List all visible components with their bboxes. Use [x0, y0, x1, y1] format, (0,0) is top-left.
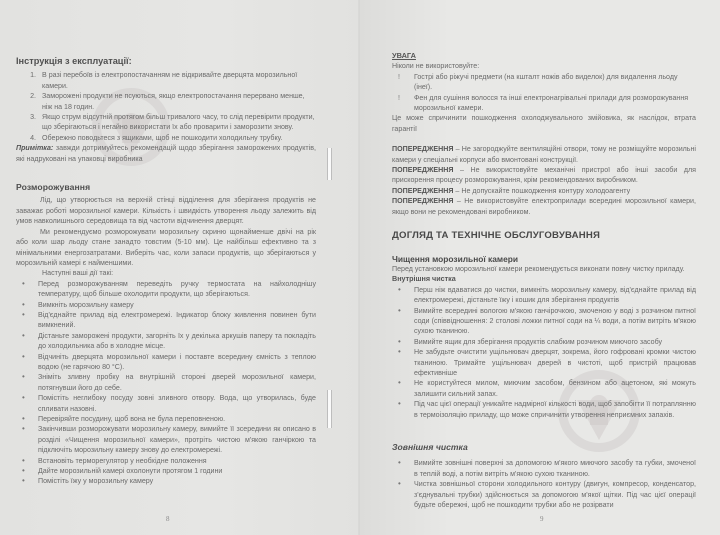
caution-title: УВАГА [392, 51, 416, 60]
warning-label: ПОПЕРЕДЖЕННЯ [392, 197, 454, 206]
list-item: • Від'єднайте прилад від електромережі. Індикатор блоку живлення повинен бути вимкнений. [38, 310, 316, 331]
list-item: • Зніміть зливну пробку на внутрішній стороні дверей морозильної камери, потягнувши його до себе. [38, 372, 316, 393]
list-item: • Перед розморожуванням переведіть ручку термостата на найхолоднішу температуру, щоб більше охолодити продукти, що зберігаються. [38, 279, 316, 300]
page-number: 8 [166, 515, 170, 523]
internal-cleaning-list [392, 285, 696, 420]
warning-text: – Не використовуйте електроприлади всередині морозильної камери, якщо вони не рекомендовані виробником. [392, 197, 696, 216]
list-item: • Дайте морозильній камері охолонути протягом 1 години [38, 466, 316, 476]
list-item: • Під час цієї операції уникайте надмірної кількості води, щоб запобігти її потраплянню в термоізоляцію приладу, що може спричинити утворення неприємних запахів. [414, 399, 696, 420]
note-label: Примітка: [16, 144, 54, 153]
list-item: • Вимийте ящик для зберігання продуктів слабким розчином миючого засобу [414, 337, 696, 347]
caution-consequence: Це може спричинити пошкодження охолоджувального змійовика, як наслідок, втрата гарантії [392, 114, 696, 133]
note [16, 143, 316, 164]
list-item: • Дістаньте заморожені продукти, загорніть їх у декілька аркушів паперу та покладіть до холодильника або в холодне місце. [38, 331, 316, 352]
list-item: ! Фен для сушіння волосся та інші електронагрівальні прилади для розморожування морозильної камери. [414, 93, 696, 114]
cleaning-intro: Перед установкою морозильної камери рекомендується виконати повну чистку приладу. [392, 264, 685, 273]
caution-intro: Ніколи не використовуйте: [392, 62, 480, 71]
defrosting-steps-list [16, 279, 316, 487]
warning-paragraph [392, 165, 696, 186]
defrosting-title: Розморожування [16, 182, 91, 193]
list-item: ! Гострі або ріжучі предмети (на кшталт ножів або виделок) для видалення льоду (інеї). [414, 72, 696, 93]
maintenance-title: ДОГЛЯД ТА ТЕХНІЧНЕ ОБСЛУГОВУВАННЯ [392, 230, 601, 242]
cleaning-title: Чищення морозильної камери [392, 253, 519, 264]
operating-instructions-list [16, 70, 316, 143]
list-item: • Відчиніть дверцята морозильної камери і поставте всередину ємність з теплою водою (не гарячою 80 °C). [38, 352, 316, 373]
operating-instructions-title: Інструкція з експлуатації: [16, 56, 132, 66]
list-item: • Помістіть неглибоку посуду зовні зливного отвору. Вода, що утворилась, буде спливати назовні. [38, 393, 316, 414]
external-cleaning-list [392, 458, 696, 510]
steps-intro: Наступні ваші дії такі: [42, 269, 114, 278]
warning-text: – Не загороджуйте вентиляційні отвори, тому не розміщуйте морозильні камери у спеціальні корпуси або вмонтовані конструкції. [392, 145, 696, 164]
right-page-content [392, 51, 696, 510]
list-item: • Чистка зовнішньої сторони холодильного контуру (двигун, компресор, конденсатор, з'єднувальні трубки) здійснюється за допомогою м'якої щітки. Під час цієї операції будьте обережні, щоб не пошкодити трубки або не розірвати [414, 479, 696, 510]
list-item: • Не користуйтеся милом, миючим засобом, бензином або ацетоном, які можуть залишити сильний запах. [414, 378, 696, 399]
list-item: • Перевіряйте посудину, щоб вона не була переповненою. [38, 414, 316, 424]
binding-clip-bottom [327, 390, 332, 428]
list-item: • Перш ніж вдаватися до чистки, вимкніть морозильну камеру, від'єднайте прилад від електромережі, дістаньте їжу і кошик для зберігання продуктів [414, 285, 696, 306]
warning-paragraph [392, 144, 696, 165]
list-item: 2. Заморожені продукти не псуються, якщо електропостачання перервано менше, ніж на 18 годин. [38, 91, 316, 112]
list-item: • Помістіть їжу у морозильну камеру [38, 476, 316, 486]
warning-label: ПОПЕРЕДЖЕННЯ [392, 166, 454, 175]
page-9 [360, 0, 720, 535]
list-item: • Закінчивши розморожувати морозильну камеру, вимийте її зсередини як описано в розділі «Чищення морозильної камери», протріть чистою м'якою ганчіркою та підключіть морозильну камеру знову до електромережі. [38, 424, 316, 455]
warning-text: – Не допускайте пошкодження контуру холодоагенту [453, 186, 631, 195]
list-item: • Вимийте зовнішні поверхні за допомогою м'якого миючого засобу та губки, змоченої в теплій воді, а потім витріть м'якою сухою тканиною. [414, 458, 696, 479]
list-item: 4. Обережно поводьтеся з ящиками, щоб не пошкодити холодильну трубку. [38, 133, 316, 143]
page-number: 9 [540, 515, 544, 523]
binding-clip-top [327, 148, 332, 180]
list-item: • Вимийте всередині вологою м'якою ганчірочкою, змоченою у воді з розчином питної соди (співвідношення: 2 столові ложки питної соди на ¼ води, а потім витріть м'якою сухою тканиною. [414, 306, 696, 337]
note-text: завжди дотримуйтесь рекомендацій щодо зберігання заморожених продуктів, які надруковані на упаковці виробника [16, 144, 316, 163]
warning-paragraph [392, 186, 696, 196]
list-item: 3. Якщо струм відсутній протягом більш тривалого часу, то слід перевірити продукти, що зберігаються і негайно використати їх або проварити і заморозити знову. [38, 112, 316, 133]
left-page-content [16, 56, 316, 487]
warning-label: ПОПЕРЕДЖЕННЯ [392, 145, 454, 154]
internal-cleaning-title: Внутрішня чистка [392, 274, 456, 284]
caution-list [392, 72, 696, 114]
warning-paragraph [392, 196, 696, 217]
defrosting-paragraph: Ми рекомендуємо розморожувати морозильну скриню щонайменше двічі на рік або коли шар льоду стане занадто товстим (5-10 мм). Це найбільш ефективно та з мінімальними енергозатратами. Виберіть час, коли запаси продуктів, що зберігаються у морозильній камері є найменшими. [16, 227, 316, 267]
list-item: • Встановіть терморегулятор у необхідне положення [38, 456, 316, 466]
list-item: • Не забудьте очистити ущільнювач дверцят, зокрема, його гофровані кромки чистою тканиною. Тримайте ущільнювач дверей в чистоті, щоб пристрій працював ефективніше [414, 347, 696, 378]
warning-label: ПОПЕРЕДЖЕННЯ [392, 186, 454, 195]
list-item: • Вимкніть морозильну камеру [38, 300, 316, 310]
list-item: 1. В разі перебоїв із електропостачанням не відкривайте дверцята морозильної камери. [38, 70, 316, 91]
external-cleaning-title: Зовнішня чистка [392, 442, 468, 452]
defrosting-paragraph: Лід, що утворюється на верхній стінці відділення для зберігання продуктів не заважає роботі морозильної камери. Кількість і швидкість утворення льоду залежить від умов навколишнього середовища та від частоти відчинення дверцят. [16, 196, 316, 226]
warning-text: – Не використовуйте механічні пристрої або інші засоби для прискорення процесу розморожування, крім рекомендованих виробником. [392, 166, 696, 185]
